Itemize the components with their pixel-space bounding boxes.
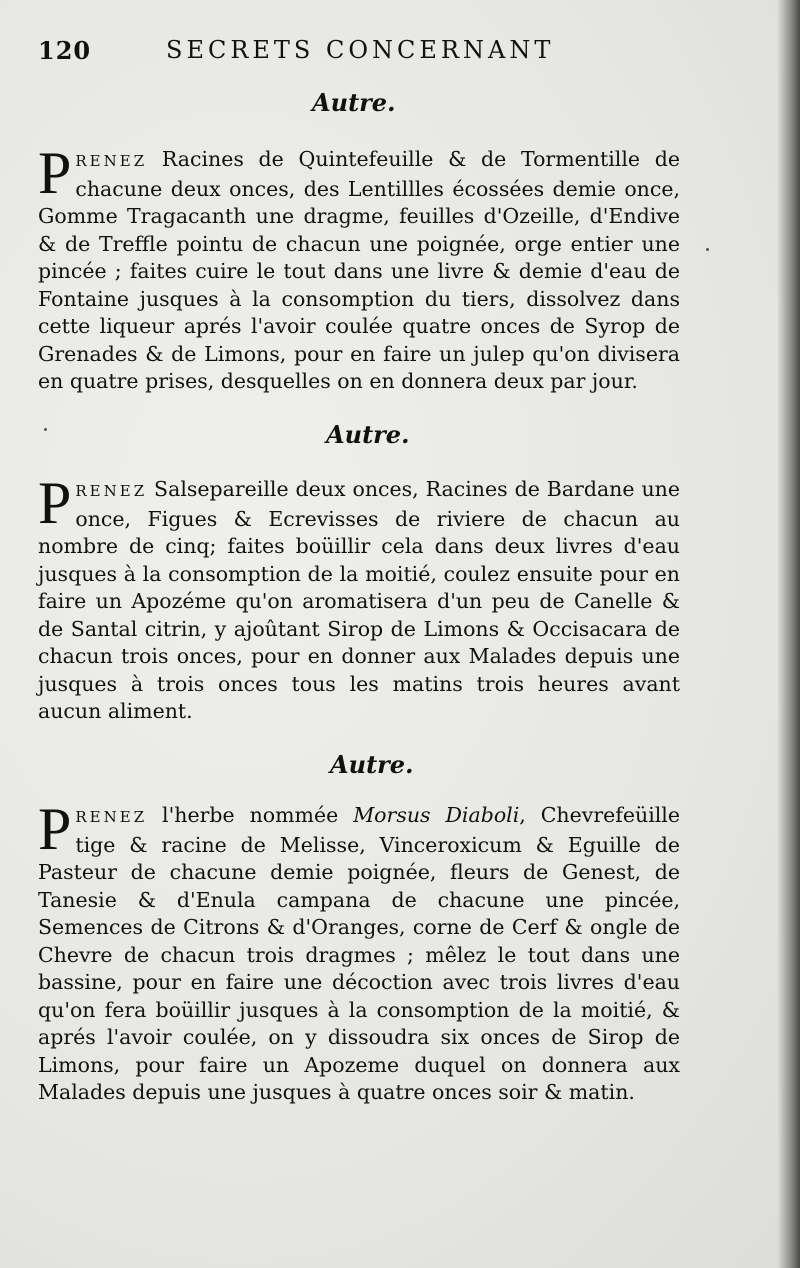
smallcaps-3: RENEZ xyxy=(75,808,148,826)
smallcaps-2: RENEZ xyxy=(75,482,148,500)
dropcap-3: P xyxy=(38,796,72,862)
dropcap-2: P xyxy=(38,470,72,536)
paragraph-text-1: Racines de Quintefeuille & de Tormentille de chacune deux onces, des Lentillles écossées demie once, Gomme Tragacanth une dragme, feuilles d'Ozeille, d'Endive & de Treffle pointu de chacun une poignée, orge entier une pincée ; faites cuire le tout dans une livre & demie d'eau de Fontaine jusques à la consomption du tiers, dissolvez dans cette liqueur aprés l'avoir coulée quatre onces de Syrop de Grenades & de Limons, pour en faire un julep qu'on divisera en quatre prises, desquelles on en donnera deux par jour. xyxy=(38,147,680,393)
paragraph-text-3b: , Chevrefeüille tige & racine de Melisse, Vinceroxicum & Eguille de Pasteur de chacune demie poignée, fleurs de Genest, de Tanesie & d'Enula campana de chacune une pincée, Semences de Citrons & d'Oranges, corne de Cerf & ongle de Chevre de chacun trois dragmes ; mêlez le tout dans une bassine, pour en faire une décoction avec trois livres d'eau qu'on fera boüillir jusques à la consomption de la moitié, & aprés l'avoir coulée, on y dissoudra six onces de Sirop de Limons, pour faire un Apozeme duquel on donnera aux Malades depuis une jusques à quatre onces soir & matin. xyxy=(38,803,680,1104)
recipe-paragraph-3 xyxy=(38,796,680,1107)
section-title-2: Autre. xyxy=(326,420,410,449)
paper-speck xyxy=(44,428,47,431)
recipe-paragraph-1 xyxy=(38,140,680,396)
paper-speck xyxy=(706,248,709,251)
page-header xyxy=(38,36,738,72)
paragraph-italic-3: Morsus Diaboli xyxy=(353,803,520,827)
page-number: 120 xyxy=(38,36,92,65)
running-head: SECRETS CONCERNANT xyxy=(166,36,555,64)
section-title-3: Autre. xyxy=(330,750,414,779)
page-gutter-shadow xyxy=(778,0,800,1268)
paragraph-text-2: Salsepareille deux onces, Racines de Bardane une once, Figues & Ecrevisses de riviere de chacun au nombre de cinq; faites boüillir cela dans deux livres d'eau jusques à la consomption de la moitié, coulez ensuite pour en faire un Apozéme qu'on aromatisera d'un peu de Canelle & de Santal citrin, y ajoûtant Sirop de Limons & Occisacara de chacun trois onces, pour en donner aux Malades depuis une jusques à trois onces tous les matins trois heures avant aucun aliment. xyxy=(38,477,680,723)
paragraph-text-3a: l'herbe nommée xyxy=(147,803,354,827)
dropcap-1: P xyxy=(38,140,72,206)
recipe-paragraph-2 xyxy=(38,470,680,726)
section-title-1: Autre. xyxy=(312,88,396,117)
smallcaps-1: RENEZ xyxy=(75,152,148,170)
